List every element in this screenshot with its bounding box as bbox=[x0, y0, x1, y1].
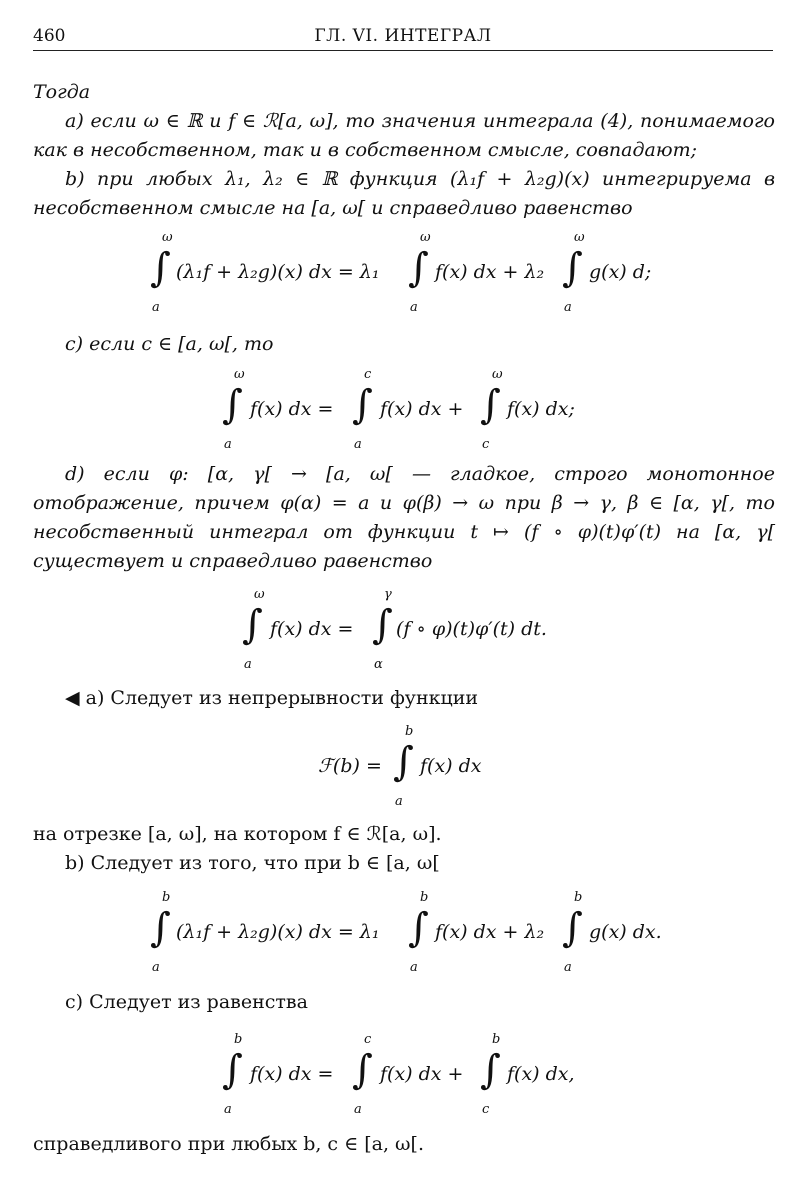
integral-lower-limit: a bbox=[564, 300, 572, 315]
formula-rhs: f(x) dx bbox=[420, 755, 482, 777]
formula-lhs: ℱ(b) = bbox=[318, 755, 382, 777]
integral-lower-limit: a bbox=[224, 437, 232, 452]
formula-term-3: f(x) dx; bbox=[507, 398, 575, 420]
formula-term-1: f(x) dx = bbox=[250, 398, 334, 420]
formula-mid: f(x) dx + λ₂ bbox=[435, 921, 545, 943]
integral-sign: ∫ bbox=[408, 905, 429, 951]
integral-sign: ∫ bbox=[480, 1047, 501, 1093]
integral-upper-limit: ω bbox=[492, 367, 503, 382]
proof-c-continued: справедливого при любых b, c ∈ [a, ω[. bbox=[33, 1133, 424, 1155]
page-number: 460 bbox=[33, 26, 66, 46]
formula-term-1: f(x) dx = bbox=[270, 618, 354, 640]
integral-lower-limit: a bbox=[564, 960, 572, 975]
integral-lower-limit: α bbox=[374, 657, 383, 672]
integral-sign: ∫ bbox=[480, 382, 501, 428]
proof-b: b) Следует из того, что при b ∈ [a, ω[ bbox=[65, 852, 440, 874]
integral-upper-limit: b bbox=[420, 890, 429, 905]
integral-upper-limit: ω bbox=[420, 230, 431, 245]
integral-upper-limit: b bbox=[492, 1032, 501, 1047]
integral-lower-limit: a bbox=[395, 794, 403, 809]
integral-lower-limit: a bbox=[224, 1102, 232, 1117]
integral-upper-limit: ω bbox=[162, 230, 173, 245]
formula-term-2: f(x) dx + bbox=[380, 1063, 464, 1085]
paragraph-a: a) если ω ∈ ℝ и f ∈ ℛ[a, ω], то значения интеграла (4), понимаемого как в несобственном, так и в собственном смысле, совпадают; bbox=[33, 110, 775, 161]
integral-upper-limit: b bbox=[574, 890, 583, 905]
formula-additivity-improper bbox=[0, 365, 806, 455]
integral-sign: ∫ bbox=[408, 245, 429, 291]
integral-sign: ∫ bbox=[372, 602, 393, 648]
integral-lower-limit: c bbox=[482, 437, 490, 452]
integral-sign: ∫ bbox=[352, 1047, 373, 1093]
formula-rhs: g(x) dx. bbox=[589, 921, 662, 943]
integral-sign: ∫ bbox=[562, 245, 583, 291]
formula-change-of-variable bbox=[0, 585, 806, 675]
integral-upper-limit: c bbox=[364, 367, 372, 382]
integral-upper-limit: ω bbox=[234, 367, 245, 382]
formula-term-3: f(x) dx, bbox=[507, 1063, 575, 1085]
formula-term-1: f(x) dx = bbox=[250, 1063, 334, 1085]
integral-lower-limit: a bbox=[244, 657, 252, 672]
formula-mid: f(x) dx + λ₂ bbox=[435, 261, 545, 283]
integral-lower-limit: a bbox=[410, 300, 418, 315]
integral-upper-limit: ω bbox=[574, 230, 585, 245]
formula-lhs: (λ₁f + λ₂g)(x) dx = λ₁ bbox=[176, 261, 380, 283]
integral-sign: ∫ bbox=[222, 1047, 243, 1093]
integral-lower-limit: a bbox=[152, 960, 160, 975]
formula-term-2: (f ∘ φ)(t)φ′(t) dt. bbox=[396, 618, 547, 640]
paragraph-b: b) при любых λ₁, λ₂ ∈ ℝ функция (λ₁f + λ₂g)(x) интегрируема в несобственном смысле на [a, ω[ и справедливо равенство bbox=[33, 168, 775, 219]
integral-lower-limit: a bbox=[354, 437, 362, 452]
formula-lhs: (λ₁f + λ₂g)(x) dx = λ₁ bbox=[176, 921, 380, 943]
formula-additivity-proper bbox=[0, 1030, 806, 1120]
paragraph-togda: Тогда bbox=[33, 81, 91, 103]
formula-antiderivative-F bbox=[0, 722, 806, 812]
integral-upper-limit: γ bbox=[384, 587, 392, 602]
integral-upper-limit: b bbox=[162, 890, 171, 905]
integral-upper-limit: ω bbox=[254, 587, 265, 602]
formula-rhs: g(x) d; bbox=[589, 261, 652, 283]
formula-linearity-proper bbox=[0, 888, 806, 978]
integral-lower-limit: a bbox=[354, 1102, 362, 1117]
formula-term-2: f(x) dx + bbox=[380, 398, 464, 420]
integral-lower-limit: c bbox=[482, 1102, 490, 1117]
integral-sign: ∫ bbox=[393, 739, 414, 785]
integral-upper-limit: b bbox=[234, 1032, 243, 1047]
integral-sign: ∫ bbox=[150, 905, 171, 951]
paragraph-c: c) если c ∈ [a, ω[, то bbox=[65, 333, 274, 355]
integral-sign: ∫ bbox=[352, 382, 373, 428]
integral-sign: ∫ bbox=[562, 905, 583, 951]
integral-sign: ∫ bbox=[150, 245, 171, 291]
integral-sign: ∫ bbox=[222, 382, 243, 428]
integral-upper-limit: c bbox=[364, 1032, 372, 1047]
integral-lower-limit: a bbox=[410, 960, 418, 975]
paragraph-d: d) если φ: [α, γ[ → [a, ω[ — гладкое, строго монотонное отображение, причем φ(α) = a и φ(β) → ω при β → γ, β ∈ [α, γ[, то несобственный интеграл от функции t ↦ (f ∘ φ)(t)φ′(t) на [α, γ[ существует и справедливо равенство bbox=[33, 463, 775, 572]
running-title: ГЛ. VI. ИНТЕГРАЛ bbox=[314, 26, 492, 46]
proof-a: ◀ a) Следует из непрерывности функции bbox=[65, 687, 479, 709]
page-header bbox=[33, 24, 773, 51]
integral-sign: ∫ bbox=[242, 602, 263, 648]
integral-lower-limit: a bbox=[152, 300, 160, 315]
proof-c: c) Следует из равенства bbox=[65, 991, 308, 1013]
proof-a-continued: на отрезке [a, ω], на котором f ∈ ℛ[a, ω]. bbox=[33, 823, 442, 845]
integral-upper-limit: b bbox=[405, 724, 414, 739]
formula-linearity-improper bbox=[0, 228, 806, 318]
